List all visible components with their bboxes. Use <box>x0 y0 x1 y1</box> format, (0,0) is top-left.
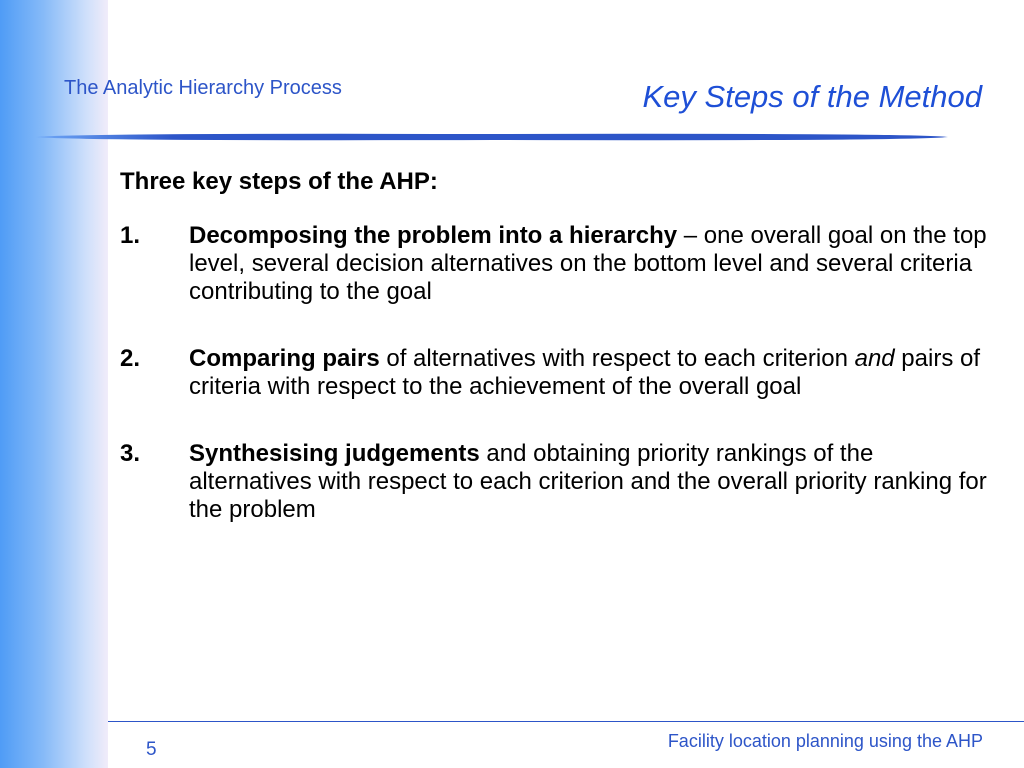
footer-divider <box>108 721 1024 722</box>
footer-text: Facility location planning using the AHP <box>667 731 983 751</box>
step-number: 3. <box>120 440 141 467</box>
step-item <box>120 440 990 524</box>
deck-title: The Analytic Hierarchy Process <box>64 77 342 99</box>
step-heading: Comparing pairs <box>189 345 380 372</box>
step-description: – one overall goal on the top level, several decision alternatives on the bottom level and several criteria contributing to the goal <box>189 222 987 305</box>
step-heading: Synthesising judgements <box>189 440 480 467</box>
intro-heading: Three key steps of the AHP: <box>120 168 438 195</box>
slide-content <box>120 168 990 563</box>
step-description: of alternatives with respect to each criterion <box>379 345 855 372</box>
step-heading: Decomposing the problem into a hierarchy <box>189 222 678 249</box>
title-underline <box>36 133 948 141</box>
step-description-continued: pairs of criteria with respect to the achievement of the overall goal <box>189 345 981 400</box>
page-number: 5 <box>146 739 157 760</box>
step-emphasis: and <box>854 345 895 372</box>
step-number: 2. <box>120 345 141 372</box>
step-number: 1. <box>120 222 141 249</box>
step-item <box>120 345 990 401</box>
step-description: and obtaining priority rankings of the alternatives with respect to each criterion and the overall priority ranking for the problem <box>189 440 987 523</box>
side-gradient-band <box>0 0 108 768</box>
slide-title: Key Steps of the Method <box>642 79 982 114</box>
step-item <box>120 222 990 306</box>
